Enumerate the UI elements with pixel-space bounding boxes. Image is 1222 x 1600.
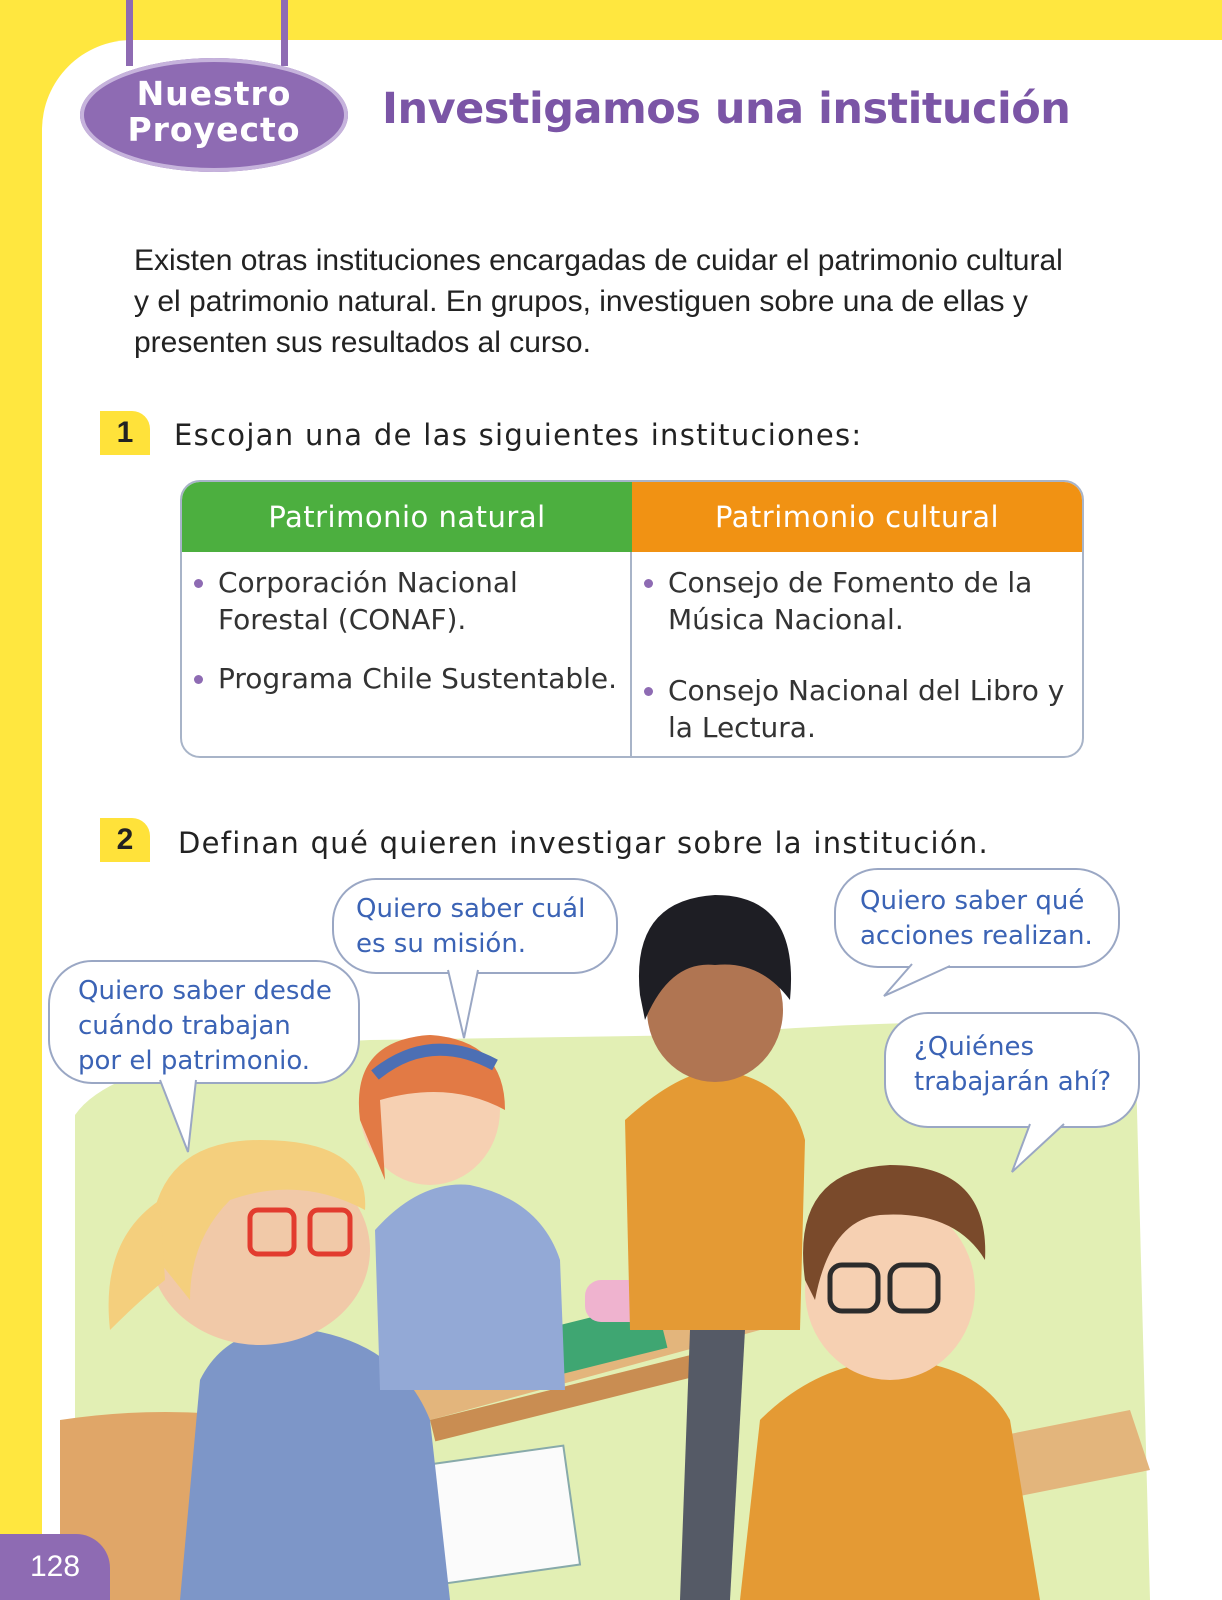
natural-item: Corporación Nacional Forestal (CONAF).: [192, 564, 620, 638]
bubble-tail: [160, 1080, 196, 1152]
cultural-item: Consejo de Fomento de la Música Nacional.: [642, 564, 1072, 638]
bubble-1-line: por el patrimonio.: [78, 1046, 311, 1076]
bubble-1-line: cuándo trabajan: [78, 1011, 291, 1041]
bubble-3-line: Quiero saber qué: [860, 886, 1085, 916]
page-title: Investigamos una institución: [382, 84, 1071, 134]
intro-paragraph: Existen otras instituciones encargadas de cuidar el patrimonio cultural y el patrimonio natural. En grupos, investiguen sobre una de ellas y presenten sus resultados al curso.: [134, 244, 1063, 359]
page-number: 128: [0, 1534, 110, 1600]
step-1-text: Escojan una de las siguientes instituciones:: [174, 418, 863, 452]
bubble-tail: [1012, 1124, 1064, 1172]
badge-line-1: Nuestro: [136, 74, 292, 113]
bubble-4-line: ¿Quiénes: [914, 1032, 1034, 1062]
bubble-tail: [884, 964, 950, 996]
bubble-4-line: trabajarán ahí?: [914, 1067, 1112, 1097]
natural-item: Programa Chile Sustentable.: [192, 660, 620, 697]
header-natural: Patrimonio natural: [182, 482, 632, 552]
step-2-number: 2: [100, 818, 150, 862]
step-2-text: Definan qué quieren investigar sobre la institución.: [178, 826, 990, 860]
header-cultural: Patrimonio cultural: [632, 482, 1082, 552]
step-1-number: 1: [100, 411, 150, 455]
bubble-3-line: acciones realizan.: [860, 921, 1093, 951]
bubble-2-line: es su misión.: [356, 929, 527, 959]
cultural-item: Consejo Nacional del Libro y la Lectura.: [642, 672, 1072, 746]
bubble-tail: [448, 970, 478, 1038]
bubble-1-line: Quiero saber desde: [78, 976, 332, 1006]
badge-line-2: Proyecto: [127, 110, 301, 149]
bubble-2-line: Quiero saber cuál: [356, 894, 586, 924]
